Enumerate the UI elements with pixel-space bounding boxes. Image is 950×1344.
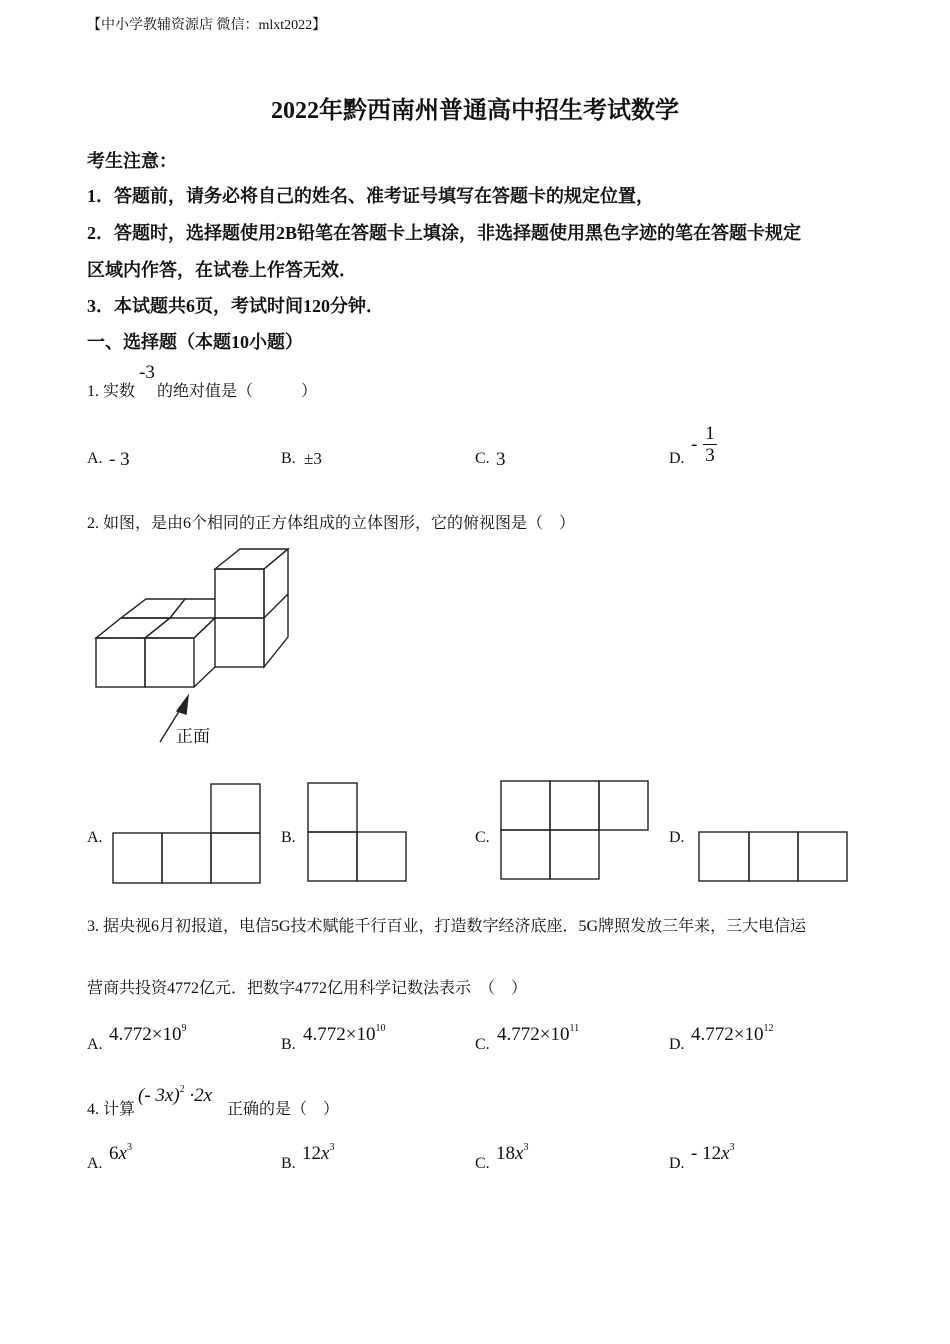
q4-suffix: 正确的是（ ） <box>227 1101 340 1118</box>
q4-option-c-letter: C. <box>475 1155 490 1172</box>
q3-option-d-exp: 12 <box>763 1023 774 1034</box>
q2-option-d-letter: D. <box>669 829 685 846</box>
q3-option-a-base: 4.772×10 <box>109 1024 182 1045</box>
q4-option-d-exp: 3 <box>729 1142 735 1153</box>
q4-option-d-var: x <box>721 1143 730 1164</box>
q1-suffix: 的绝对值是（ ） <box>157 383 318 400</box>
notice-item-2-cont: 区域内作答，在试卷上作答无效． <box>87 260 357 280</box>
q4-option-b-var: x <box>321 1143 330 1164</box>
notice-item-1: 1．答题前，请务必将自己的姓名、准考证号填写在答题卡的规定位置， <box>87 186 654 206</box>
q4-option-b-coef: 12 <box>302 1143 321 1164</box>
q1-option-a: - 3 <box>109 449 130 470</box>
q3-option-b <box>303 1023 385 1046</box>
notice-item-2: 2．答题时，选择题使用2B铅笔在答题卡上填涂，非选择题使用黑色字迹的笔在答题卡规定 <box>87 223 802 243</box>
q3-option-b-letter: B. <box>281 1036 296 1053</box>
notice-heading: 考生注意： <box>87 151 177 171</box>
q1-option-c-letter: C. <box>475 450 490 467</box>
q2-front-label: 正面 <box>176 727 210 747</box>
q4-option-b <box>302 1142 334 1165</box>
q2-option-c-letter: C. <box>475 829 490 846</box>
q4-option-a-exp: 3 <box>126 1142 132 1153</box>
q2-stem: 2. 如图，是由6个相同的正方体组成的立体图形，它的俯视图是（ ） <box>87 515 576 532</box>
q4-option-d-letter: D. <box>669 1155 685 1172</box>
q4-expression <box>138 1084 212 1107</box>
q3-option-c-base: 4.772×10 <box>497 1024 570 1045</box>
q3-option-a-letter: A. <box>87 1036 103 1053</box>
q1-option-d-sign: - <box>691 434 698 455</box>
q3-option-d <box>691 1023 773 1046</box>
q1-expression: -3 <box>139 362 155 383</box>
q3-line-2: 营商共投资4772亿元．把数字4772亿用科学记数法表示 （ ） <box>87 980 528 997</box>
q4-option-c-exp: 3 <box>523 1142 529 1153</box>
q3-option-b-exp: 10 <box>375 1023 386 1034</box>
q1-option-c: 3 <box>496 449 506 470</box>
q2-option-a-letter: A. <box>87 829 103 846</box>
q2-option-a-view <box>113 784 260 883</box>
notice-item-3: 3．本试题共6页，考试时间120分钟． <box>87 296 384 316</box>
q1-option-b-letter: B. <box>281 450 296 467</box>
fraction-denominator: 3 <box>705 445 715 466</box>
q4-option-b-exp: 3 <box>329 1142 335 1153</box>
q4-prefix: 4. 计算 <box>87 1101 136 1118</box>
q4-option-c-coef: 18 <box>496 1143 515 1164</box>
q4-expression-exp: 2 <box>179 1084 185 1095</box>
page-title: 2022年黔西南州普通高中招生考试数学 <box>271 98 679 124</box>
q2-option-d-view <box>699 832 847 881</box>
section-heading: 一、选择题（本题10小题） <box>87 332 303 352</box>
q4-option-d <box>691 1142 735 1165</box>
q3-option-c-exp: 11 <box>569 1023 580 1034</box>
q2-option-b-view <box>308 783 406 881</box>
q4-expression-base: (- 3x) <box>138 1085 180 1106</box>
q3-option-d-letter: D. <box>669 1036 685 1053</box>
q4-option-b-letter: B. <box>281 1155 296 1172</box>
q3-line-1: 3. 据央视6月初报道，电信5G技术赋能千行百业，打造数字经济底座．5G牌照发放三年来，三大电信运 <box>87 918 807 935</box>
q4-option-c-var: x <box>515 1143 524 1164</box>
q2-option-b-letter: B. <box>281 829 296 846</box>
q1-option-a-letter: A. <box>87 450 103 467</box>
q4-option-a-coef: 6 <box>109 1143 119 1164</box>
q3-option-c <box>497 1023 579 1046</box>
q3-option-c-letter: C. <box>475 1036 490 1053</box>
q2-option-c-view <box>501 781 648 879</box>
header-watermark: 【中小学教辅资源店 微信：mlxt2022】 <box>87 18 327 33</box>
q4-option-d-coef: - 12 <box>691 1143 722 1164</box>
q1-option-b: ±3 <box>304 449 322 468</box>
q1-option-d-letter: D. <box>669 450 685 467</box>
fraction-numerator: 1 <box>705 423 715 444</box>
q3-option-b-base: 4.772×10 <box>303 1024 376 1045</box>
q4-option-a-letter: A. <box>87 1155 103 1172</box>
q3-option-a <box>109 1023 186 1046</box>
q4-expression-tail: ·2x <box>189 1085 213 1106</box>
q3-option-a-exp: 9 <box>181 1023 187 1034</box>
q4-option-c <box>496 1142 528 1165</box>
q4-option-a-var: x <box>118 1143 127 1164</box>
q4-option-a <box>109 1142 132 1165</box>
q3-option-d-base: 4.772×10 <box>691 1024 764 1045</box>
q1-prefix: 1. 实数 <box>87 383 136 400</box>
